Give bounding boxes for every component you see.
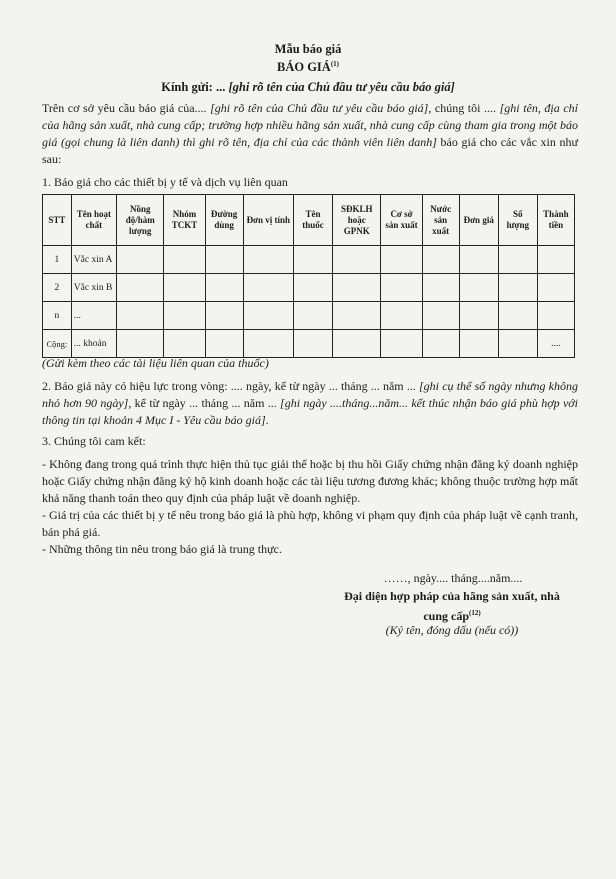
signature-representative [318, 588, 586, 625]
commitment-text: - Giá trị của các thiết bị y tế nêu trong báo giá là phù hợp, không vi phạm quy định của pháp luật về cạnh tranh, bán phá giá. [42, 508, 578, 539]
signature-date-text: ……, ngày.... tháng....năm.... [383, 571, 523, 585]
header-cell: SĐKLH hoặc GPNK [333, 195, 381, 246]
stt-cell: n [43, 302, 72, 330]
ingredient-cell: ... [71, 302, 116, 330]
header-cell: Nước sản xuất [422, 195, 459, 246]
table-header-row [43, 195, 575, 246]
total-cell: .... [537, 330, 574, 358]
section-3-heading [42, 433, 578, 450]
representative-line: Đại diện hợp pháp của hãng sản xuất, nhà [344, 589, 560, 603]
signature-note-text: (Ký tên, đóng dấu (nếu có)) [385, 623, 519, 637]
section-2-paragraph [42, 378, 578, 429]
commitment-item-3 [42, 541, 578, 558]
signature-note [318, 623, 586, 638]
header-cell: Đường dùng [205, 195, 243, 246]
ingredient-cell: ... khoản [71, 330, 116, 358]
header-cell: Cơ sở sản xuất [381, 195, 422, 246]
header-cell: Nhóm TCKT [164, 195, 205, 246]
form-label [0, 42, 616, 57]
header-cell: Số lượng [498, 195, 537, 246]
header-cell: Tên hoạt chất [71, 195, 116, 246]
commitment-item-1 [42, 456, 578, 507]
total-cell [537, 246, 574, 274]
intro-text: báo giá cho các vắc xin như sau: [42, 135, 578, 166]
section-3-heading-text: 3. Chúng tôi cam kết: [42, 434, 146, 448]
header-cell: Đơn vị tính [243, 195, 293, 246]
representative-text: cung cấp [423, 609, 469, 623]
section-1-heading [42, 174, 578, 191]
intro-text: Trên cơ sở yêu cầu báo giá của.... [42, 101, 211, 115]
ingredient-cell: Vắc xin B [71, 274, 116, 302]
quote-table [42, 194, 575, 358]
recipient-note: [ghi rõ tên của Chủ đầu tư yêu cầu báo giá] [225, 80, 455, 94]
commitment-item-2 [42, 507, 578, 541]
section-1-heading-text: 1. Báo giá cho các thiết bị y tế và dịch vụ liên quan [42, 175, 288, 189]
stt-cell: 2 [43, 274, 72, 302]
commitment-text: - Những thông tin nêu trong báo giá là trung thực. [42, 542, 282, 556]
table-row [43, 302, 575, 330]
section-2-note: [ghi ngày ....tháng...năm... kết thúc nhận báo giá phù hợp với thông tin tại khoản 4 Mục I - Yêu cầu báo giá] [42, 396, 579, 427]
total-cell [537, 274, 574, 302]
header-cell: Thành tiền [537, 195, 574, 246]
table-row [43, 274, 575, 302]
commitment-text: - Không đang trong quá trình thực hiện thủ tục giải thể hoặc bị thu hồi Giấy chứng nhận đăng ký doanh nghiệp hoặc Giấy chứng nhận đăng ký hộ kinh doanh hoặc các tài liệu tương đương khác; không thuộc trường hợp mất khả năng thanh toán theo quy định của pháp luật về doanh nghiệp. [42, 457, 578, 505]
recipient-label: Kính gửi: ... [161, 80, 226, 94]
section-2-text: . [265, 413, 269, 427]
recipient-line [0, 80, 616, 95]
form-label-text: Mẫu báo giá [274, 42, 342, 56]
table-note-text: (Gửi kèm theo các tài liệu liên quan của thuốc) [42, 356, 269, 370]
intro-text: , chúng tôi .... [428, 101, 500, 115]
table-row [43, 246, 575, 274]
table-note [42, 355, 578, 372]
table-total-row [43, 330, 575, 358]
total-cell [537, 302, 574, 330]
footnote-ref: (12) [469, 609, 481, 617]
section-2-text: , kể từ ngày ... tháng ... năm ... [128, 396, 281, 410]
header-cell: Đơn giá [459, 195, 498, 246]
header-cell: Nồng độ/hàm lượng [117, 195, 164, 246]
stt-cell: Cộng: [43, 330, 72, 358]
intro-paragraph [42, 100, 578, 168]
stt-cell: 1 [43, 246, 72, 274]
document-title [0, 60, 616, 75]
footnote-ref: (1) [330, 60, 339, 68]
section-2-note: [ghi cụ thể số ngày nhưng không nhỏ hơn 90 ngày] [42, 379, 578, 410]
representative-line [318, 605, 586, 625]
intro-note: [ghi tên, địa chỉ của hãng sản xuất, nhà cung cấp; trường hợp nhiều hãng sản xuất, nhà cung cấp cùng tham gia trong một báo giá (gọi chung là liên danh) thì ghi rõ tên, địa chỉ của các thành viên liên danh] [42, 101, 578, 149]
document-title-text: BÁO GIÁ [277, 60, 331, 75]
ingredient-cell: Vắc xin A [71, 246, 116, 274]
intro-note: [ghi rõ tên của Chủ đầu tư yêu cầu báo giá] [210, 101, 429, 115]
section-2-text: 2. Báo giá này có hiệu lực trong vòng: .... ngày, kể từ ngày ... tháng ... năm ... [42, 379, 420, 393]
header-cell: STT [43, 195, 72, 246]
header-cell: Tên thuốc [294, 195, 333, 246]
signature-date [328, 571, 578, 586]
